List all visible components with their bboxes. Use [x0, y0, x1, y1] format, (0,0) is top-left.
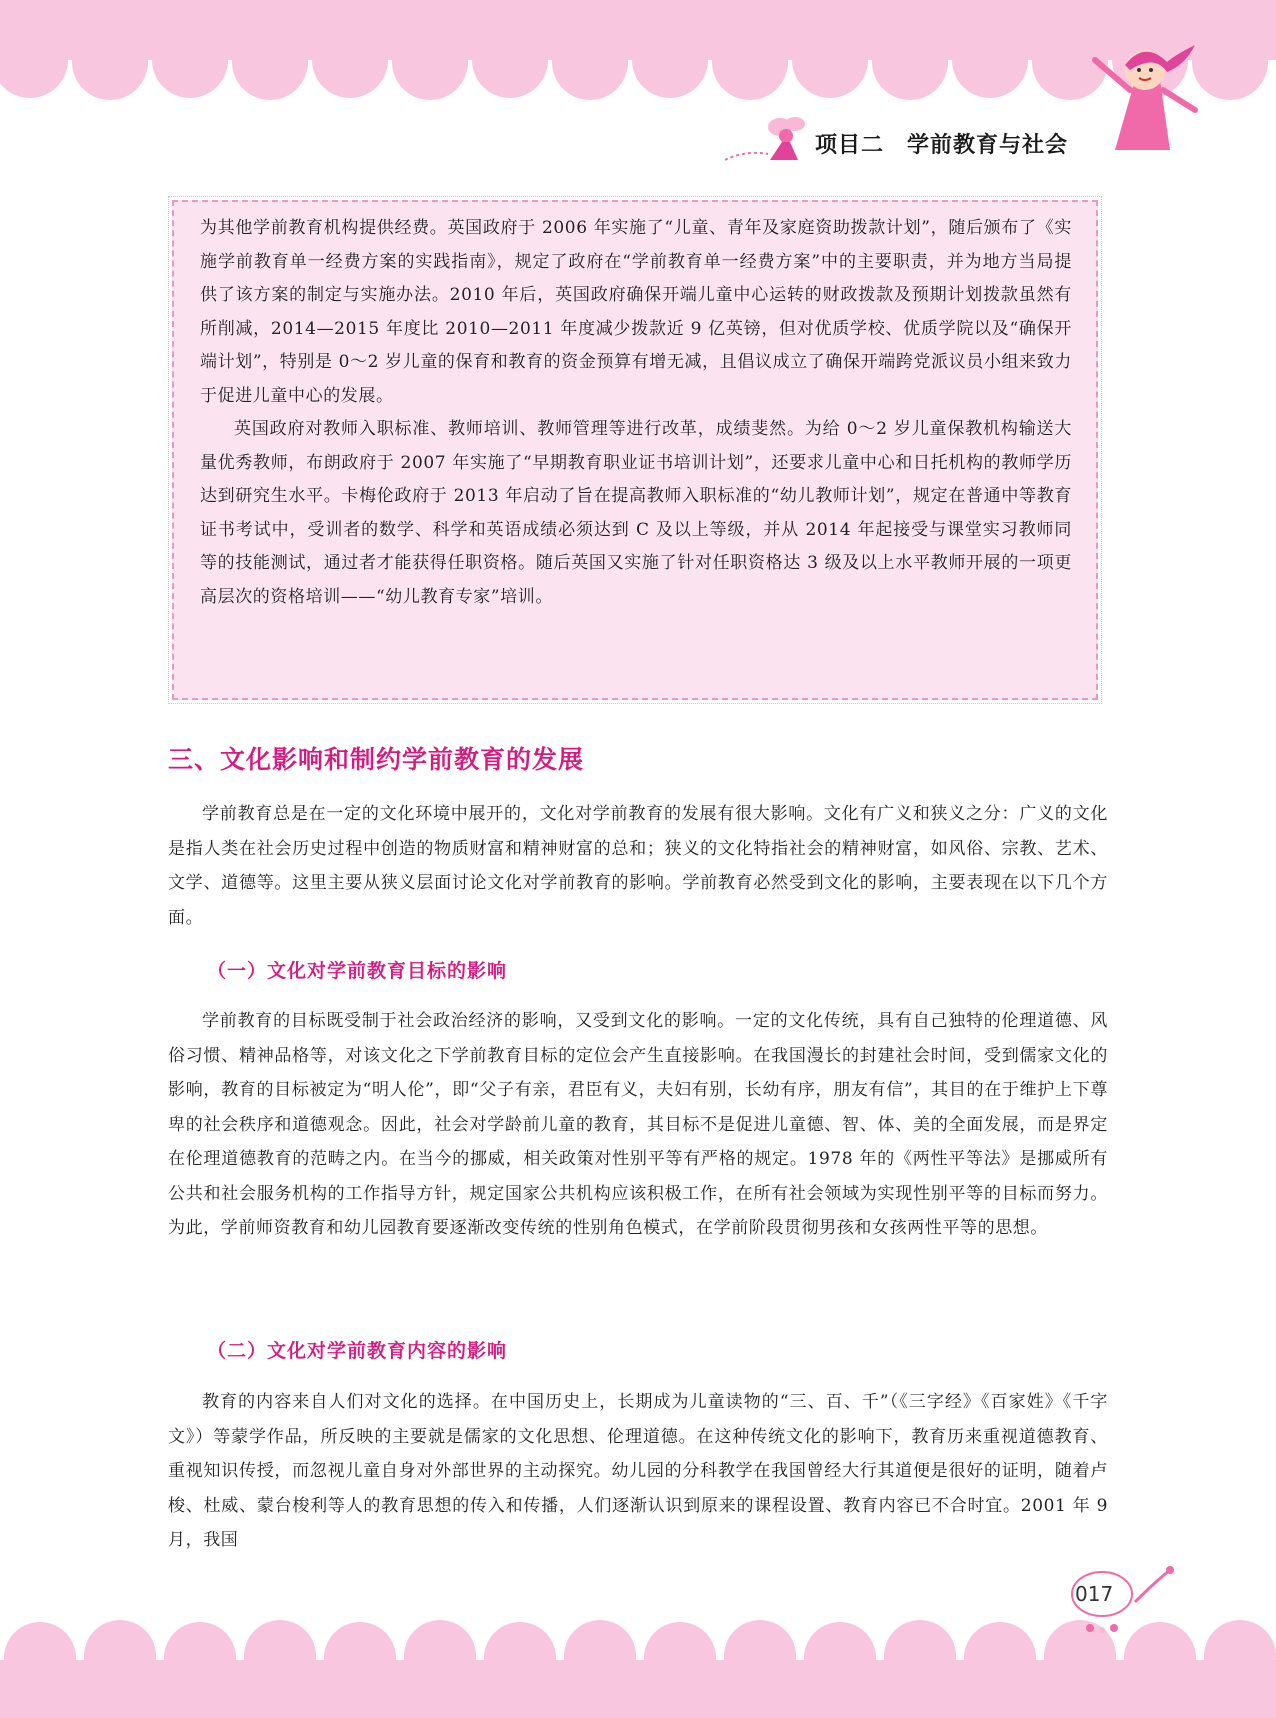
girl-illustration-icon: [1075, 40, 1205, 155]
section-intro: 学前教育总是在一定的文化环境中展开的，文化对学前教育的发展有很大影响。文化有广义和狭义之分：广义的文化是指人类在社会历史过程中创造的物质财富和精神财富的总和；狭义的文化特指社会的精神财富，如风俗、宗教、艺术、文学、道德等。这里主要从狭义层面讨论文化对学前教育的影响。学前教育必然受到文化的影响，主要表现在以下几个方面。: [168, 804, 1108, 928]
section-heading: 三、文化影响和制约学前教育的发展: [168, 745, 585, 774]
header-title: 项目二 学前教育与社会: [815, 133, 1069, 158]
page-number: 017: [1075, 1582, 1114, 1606]
note-paragraph: 英国政府对教师入职标准、教师培训、教师管理等进行改革，成绩斐然。为给 0～2 岁儿童保教机构输送大量优秀教师，布朗政府于 2007 年实施了“早期教育职业证书培训计划”，还要求儿童中心和日托机构的教师学历达到研究生水平。卡梅伦政府于 2013 年启动了旨在提高教师入职标准的“幼儿教师计划”，规定在普通中等教育证书考试中，受训者的数学、科学和英语成绩必须达到 C 及以上等级，并从 2014 年起接受与课堂实习教师同等的技能测试，通过者才能获得任职资格。随后英国又实施了针对任职资格达 3 级及以上水平教师开展的一项更高层次的资格培训——“幼儿教育专家”培训。: [200, 419, 1072, 607]
note-paragraph: 为其他学前教育机构提供经费。英国政府于 2006 年实施了“儿童、青年及家庭资助拨款计划”，随后颁布了《实施学前教育单一经费方案的实践指南》，规定了政府在“学前教育单一经费方案”中的主要职责，并为地方当局提供了该方案的制定与实施办法。2010 年后，英国政府确保开端儿童中心运转的财政拨款及预期计划拨款虽然有所削减，2014—2015 年度比 2010—2011 年度减少拨款近 9 亿英镑，但对优质学校、优质学院以及“确保开端计划”，特别是 0～2 岁儿童的保育和教育的资金预算有增无减，且倡议成立了确保开端跨党派议员小组来致力于促进儿童中心的发展。: [200, 218, 1072, 406]
fairy-icon: [720, 112, 815, 167]
note-box: [172, 200, 1098, 700]
paragraph-content: 教育的内容来自人们对文化的选择。在中国历史上，长期成为儿童读物的“三、百、千”（《三字经》《百家姓》《千字文》）等蒙学作品，所反映的主要就是儒家的文化思想、伦理道德。在这种传统文化的影响下，教育历来重视道德教育、重视知识传授，而忽视儿童自身对外部世界的主动探究。幼儿园的分科教学在我国曾经大行其道便是很好的证明，随着卢梭、杜威、蒙台梭利等人的教育思想的传入和传播，人们逐渐认识到原来的课程设置、教育内容已不合时宜。2001 年 9 月，我国: [168, 1392, 1109, 1550]
subheading-content: （二）文化对学前教育内容的影响: [207, 1340, 508, 1362]
paragraph-goals: 学前教育的目标既受制于社会政治经济的影响，又受到文化的影响。一定的文化传统，具有自己独特的伦理道德、风俗习惯、精神品格等，对该文化之下学前教育目标的定位会产生直接影响。在我国漫长的封建社会时间，受到儒家文化的影响，教育的目标被定为“明人伦”，即“父子有亲，君臣有义，夫妇有别，长幼有序，朋友有信”，其目的在于维护上下尊卑的社会秩序和道德观念。因此，社会对学龄前儿童的教育，其目标不是促进儿童德、智、体、美的全面发展，而是界定在伦理道德教育的范畴之内。在当今的挪威，相关政策对性别平等有严格的规定。1978 年的《两性平等法》是挪威所有公共和社会服务机构的工作指导方针，规定国家公共机构应该积极工作，在所有社会领域为实现性别平等的目标而努力。为此，学前师资教育和幼儿园教育要逐渐改变传统的性别角色模式，在学前阶段贯彻男孩和女孩两性平等的思想。: [168, 1011, 1108, 1238]
subheading-goals: （一）文化对学前教育目标的影响: [207, 960, 508, 982]
